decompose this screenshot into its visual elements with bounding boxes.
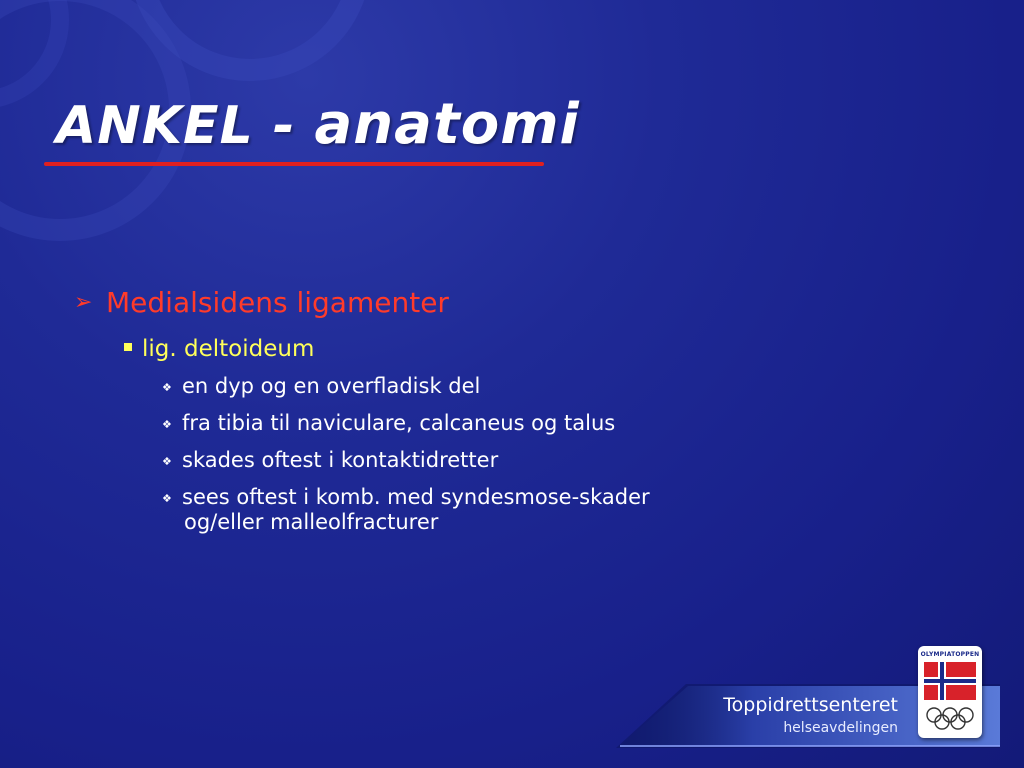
logo-text: OLYMPIATOPPEN [920,651,980,658]
level3-text [182,485,650,535]
level2-text: lig. deltoideum [142,336,315,362]
level1-text: Medialsidens ligamenter [106,286,449,319]
title-lower: anatomi [314,92,580,157]
bullet-level2 [124,336,314,362]
level3-text: skades oftest i kontaktidretter [182,448,499,472]
level3-text: fra tibia til naviculare, calcaneus og talus [182,411,616,435]
bullet-level3 [162,448,498,473]
bullet-level1 [74,286,449,319]
org-name: Toppidrettsenteret [723,694,898,716]
bullet-level3 [162,411,615,436]
diamond-bullet-icon: ❖ [162,492,172,505]
title-upper: ANKEL - [56,96,315,156]
level3-text-line2: og/eller malleolfracturer [184,510,439,534]
slide-title [56,92,580,157]
diamond-bullet-icon: ❖ [162,455,172,468]
arrow-bullet-icon: ➢ [74,290,93,315]
org-subtitle: helseavdelingen [783,720,898,736]
diamond-bullet-icon: ❖ [162,381,172,394]
olympiatoppen-logo [918,646,982,738]
level3-text: en dyp og en overfladisk del [182,374,481,398]
olympic-rings-icon [924,706,976,732]
norway-flag-icon [924,662,976,700]
title-underline [44,162,544,166]
diamond-bullet-icon: ❖ [162,418,172,431]
bullet-level3 [162,374,480,399]
square-bullet-icon [124,343,132,351]
bullet-level3 [162,485,650,535]
level3-text-line1: sees oftest i komb. med syndesmose-skader [182,485,650,509]
